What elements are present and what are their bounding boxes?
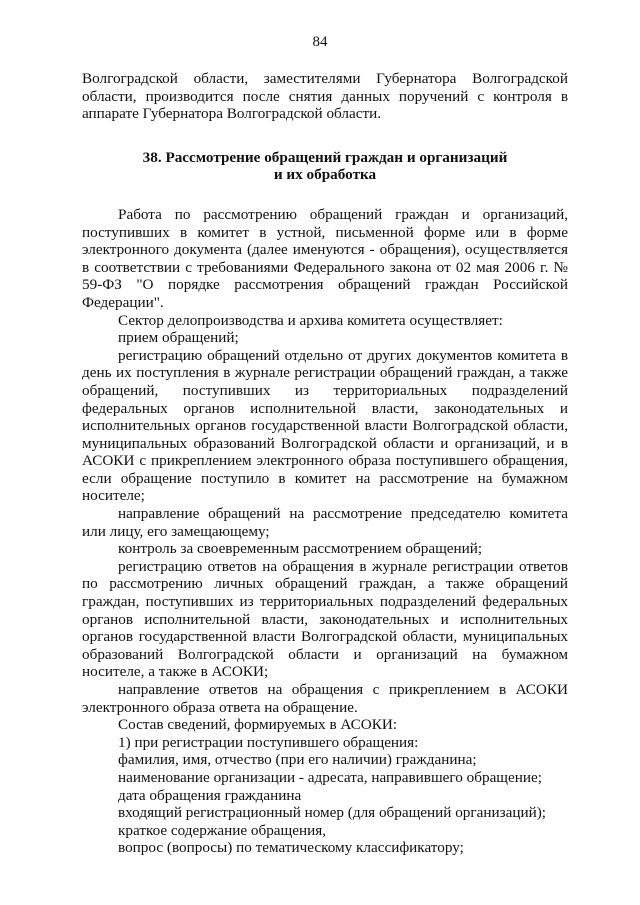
list-item: направление ответов на обращения с прикреплением в АСОКИ электронного образа ответа на обращение. [82,681,568,716]
page-number: 84 [312,34,328,50]
list-item: контроль за своевременным рассмотрением обращений; [118,540,483,558]
paragraph: Работа по рассмотрению обращений граждан и организаций, поступивших в комитет в устной, письменной форме или в форме электронного документа (далее именуются - обращения), осуществляется в соответствии с требованиями Федерального закона от 02 мая 2006 г. № 59-ФЗ "О порядке рассмотрения обращений граждан Российской Федерации". [82,205,568,311]
list-item: входящий регистрационный номер (для обращений организаций); [118,804,547,822]
list-item: краткое содержание обращения, [118,821,326,839]
list-item: дата обращения гражданина [118,786,302,804]
section-heading [82,149,568,184]
list-item: 1) при регистрации поступившего обращения: [118,733,419,751]
list-item: регистрацию ответов на обращения в журнале регистрации ответов по рассмотрению личных обращений граждан, а также обращений граждан, поступивших из территориальных подразделений федеральных органов исполнительной власти, законодательных и исполнительных органов государственной власти Волгоградской области, муниципальных образований Волгоградской области и организаций на бумажном носителе, а также в АСОКИ; [82,557,568,681]
section-title-line1: 38. Рассмотрение обращений граждан и организаций [142,148,508,166]
list-item: наименование организации - адресата, направившего обращение; [118,768,542,786]
section-content [82,206,568,857]
intro-paragraph: Волгоградской области, заместителями Губернатора Волгоградской области, производится после снятия данных поручений с контроля в аппарате Губернатора Волгоградской области. [82,70,568,123]
list-item: вопрос (вопросы) по тематическому классификатору; [118,839,464,857]
paragraph: Состав сведений, формируемых в АСОКИ: [118,716,398,734]
paragraph: Сектор делопроизводства и архива комитета осуществляет: [118,311,503,329]
list-item: направление обращений на рассмотрение председателю комитета или лицу, его замещающему; [82,505,568,540]
list-item: регистрацию обращений отдельно от других документов комитета в день их поступления в журнале регистрации обращений граждан, а также обращений, поступивших из территориальных подразделений федеральных органов исполнительной власти, законодательных и исполнительных органов государственной власти Волгоградской области, муниципальных образований Волгоградской области и организаций, и в АСОКИ с прикреплением электронного образа поступившего обращения, если обращение поступило в комитет на рассмотрение на бумажном носителе; [82,346,568,505]
document-body [82,70,568,857]
list-item: прием обращений; [118,329,239,347]
list-item: фамилия, имя, отчество (при его наличии) гражданина; [118,751,477,769]
section-title-line2: и их обработка [273,166,377,184]
